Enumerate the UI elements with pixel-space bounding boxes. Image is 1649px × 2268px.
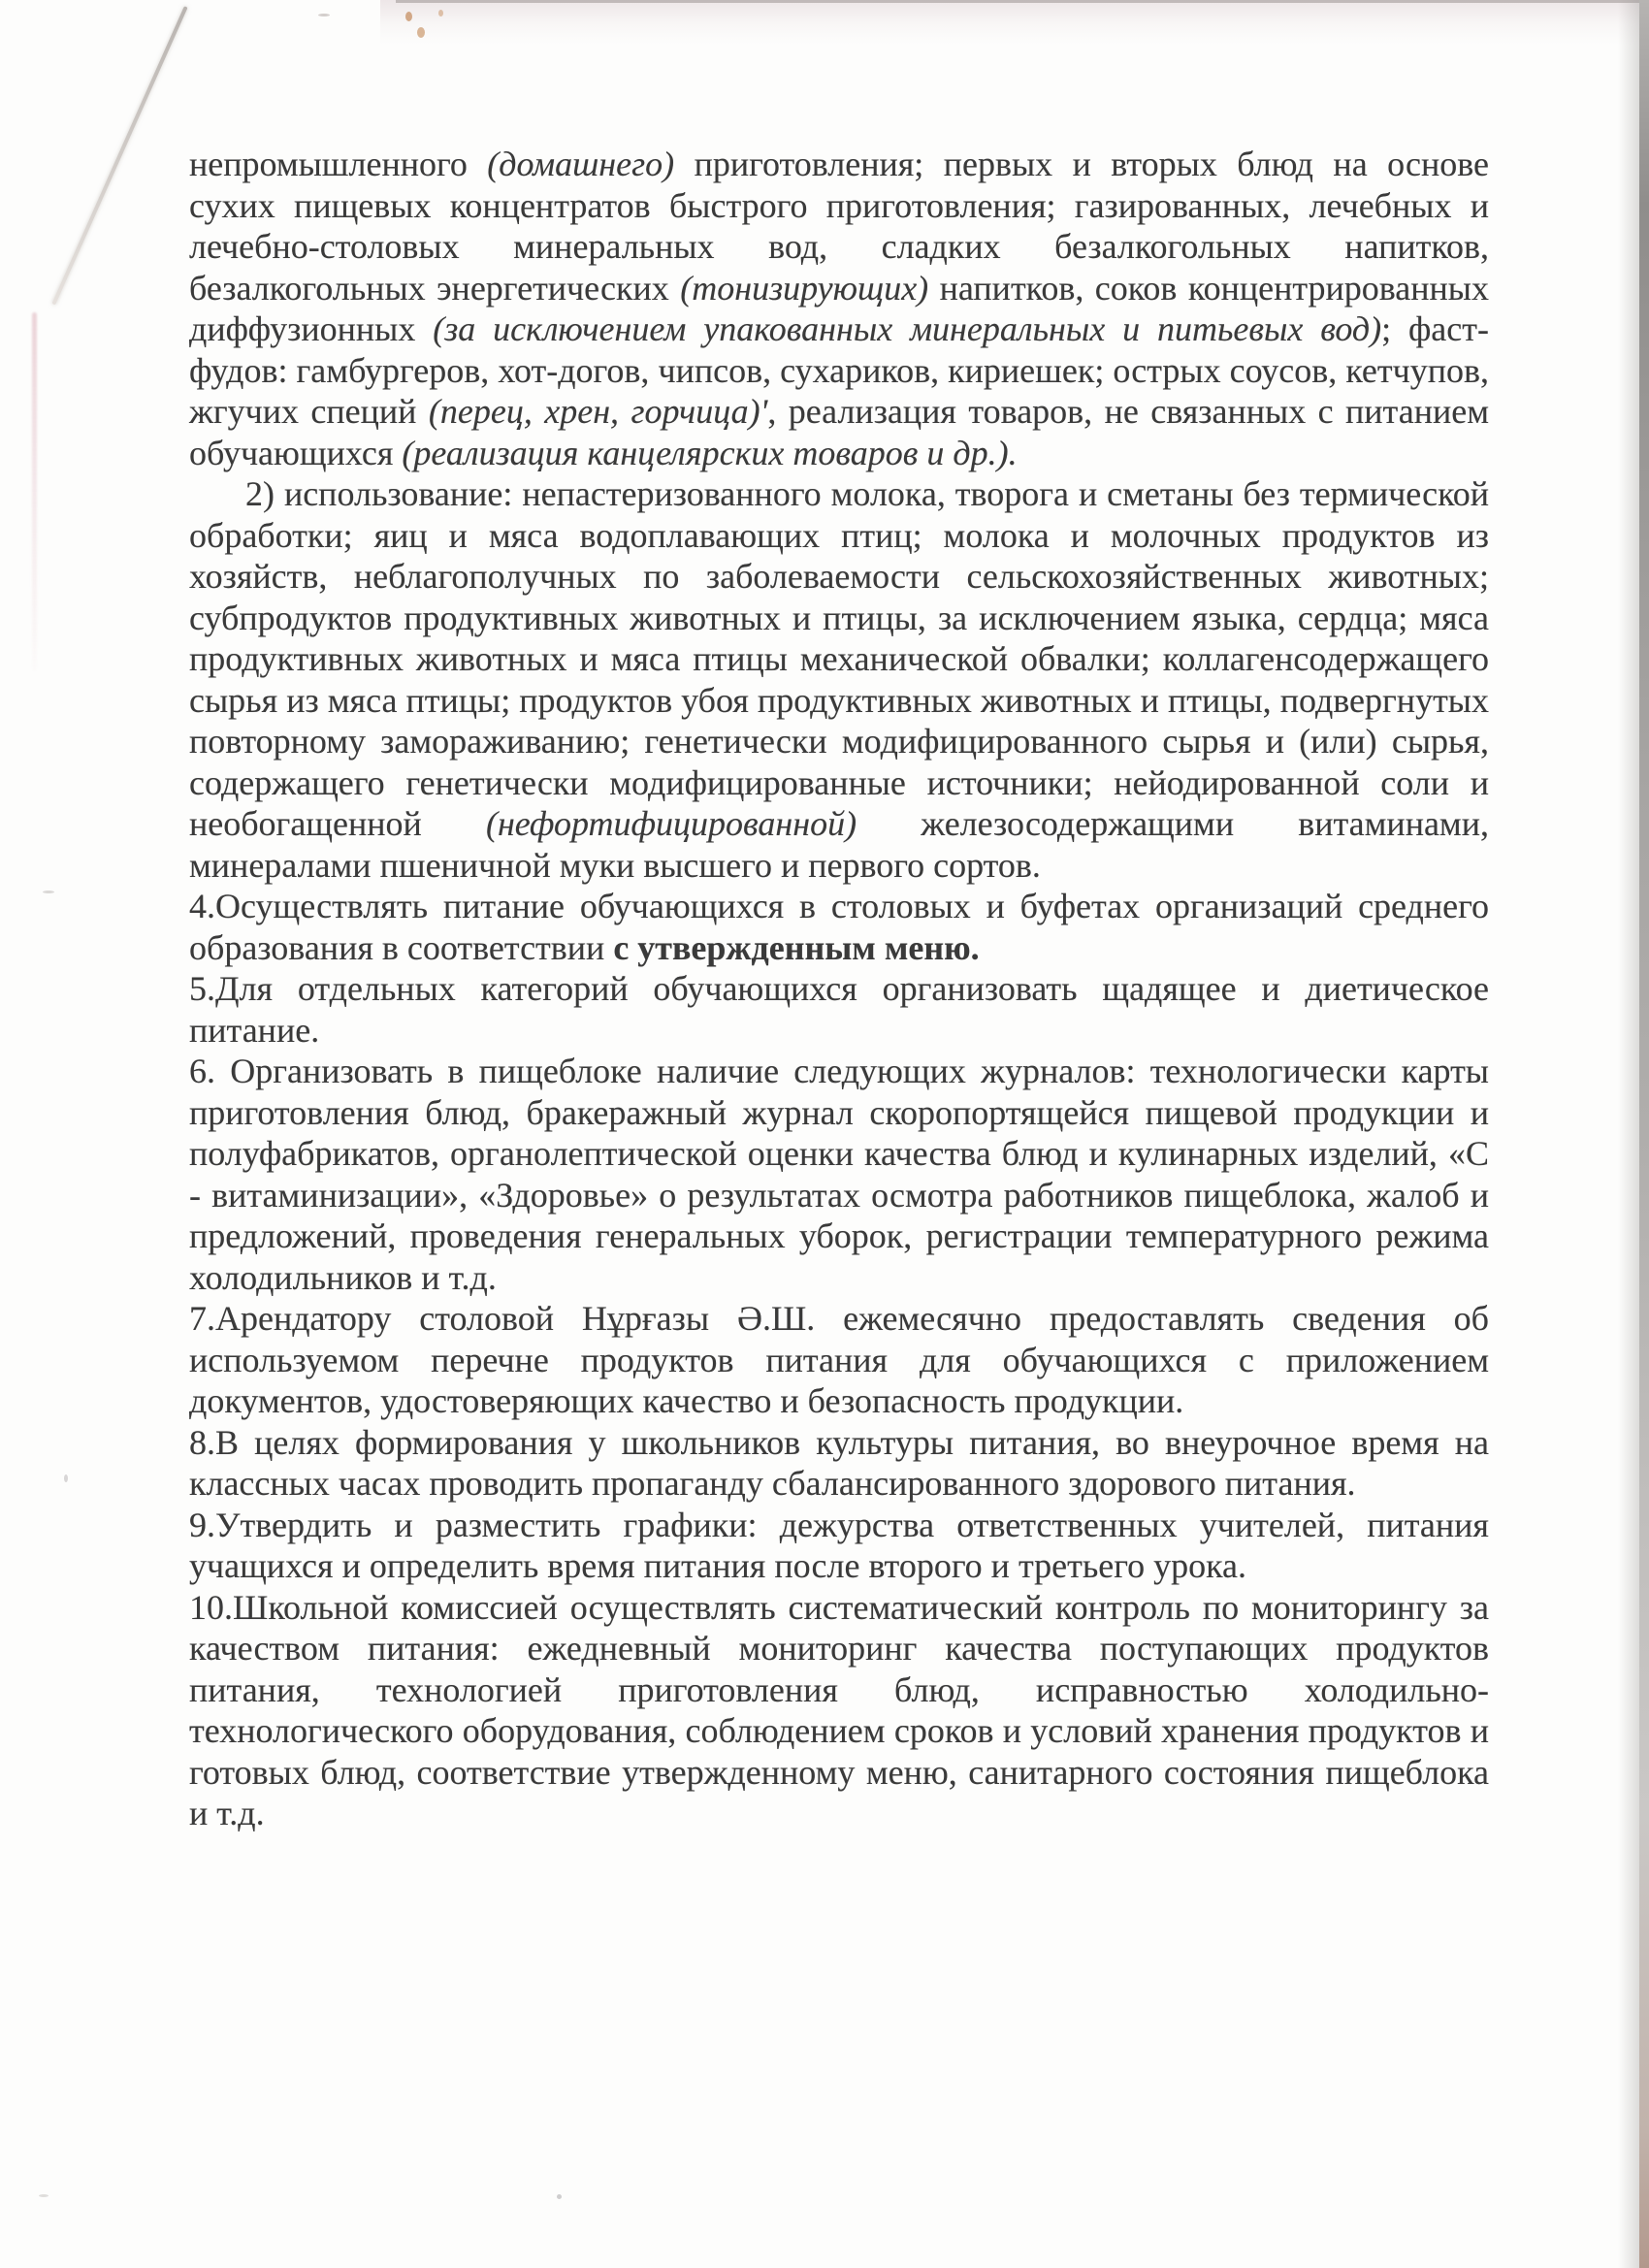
text-segment: 5.Для отдельных категорий обучающихся организовать щадящее и диетическое питание. — [189, 969, 1489, 1050]
item-8-nutrition-culture — [189, 1422, 1489, 1505]
item-9-schedules — [189, 1505, 1489, 1587]
text-segment: (нефортифицированной) — [485, 804, 857, 843]
text-segment: (реализация канцелярских товаров и др.). — [402, 433, 1018, 472]
document-text — [189, 144, 1489, 1834]
text-segment: 10.Школьной комиссией осуществлять систематический контроль по мониторингу за качеством питания: ежедневный мониторинг качества поступающих продуктов питания, технологией приготовления блюд, исправностью холодильно-технологического оборудования, соблюдением сроков и условий хранения продуктов и готовых блюд, соответствие утвержденному меню, санитарного состояния пищеблока и т.д. — [189, 1587, 1489, 1832]
text-segment: ; фаст-фудов: гамбургеров, хот-догов, чипсов, сухариков, кириешек; острых соусов, кетчупов, жгучих специй — [189, 309, 1489, 431]
text-segment: 7.Арендатору столовой Нұрғазы Ә.Ш. ежемесячно предоставлять сведения об используемом перечне продуктов питания для обучающихся с приложением документов, удостоверяющих качество и безопасность продукции. — [189, 1299, 1489, 1420]
scan-speck — [39, 2194, 48, 2197]
scan-speck — [405, 12, 412, 21]
scan-speck — [417, 27, 425, 38]
scan-speck — [318, 14, 330, 16]
text-segment: железосодержащими витаминами, минералами пшеничной муки высшего и первого сортов. — [189, 804, 1489, 885]
text-segment: (за исключением упакованных минеральных и питьевых вод) — [433, 309, 1382, 348]
scan-speck — [438, 10, 443, 16]
scan-right-edge-shadow — [1639, 0, 1649, 2268]
scan-right-edge-soft-shadow — [1618, 0, 1639, 2268]
text-segment: (тонизирующих) — [680, 268, 929, 308]
scan-crease-vertical — [32, 312, 37, 671]
text-segment: (перец, хрен, горчица)' — [428, 392, 768, 431]
text-segment: напитков, соков концентрированных диффузионных — [189, 268, 1489, 348]
text-segment: непромышленного — [189, 145, 488, 183]
scan-crease-diagonal — [51, 6, 187, 306]
text-segment: с утвержденным меню. — [613, 927, 980, 967]
text-segment: 6. Организовать в пищеблоке наличие следующих журналов: технологически карты приготовления блюд, бракеражный журнал скоропортящейся пищевой продукции и полуфабрикатов, органолептической оценки качества блюд и кулинарных изделий, «С - витаминизации», «Здоровье» о результатах осмотра работников пищеблока, жалоб и предложений, проведения генеральных уборок, регистрации температурного режима холодильников и т.д. — [189, 1052, 1489, 1297]
scan-speck — [557, 2194, 562, 2199]
scan-speck — [43, 891, 54, 893]
scan-top-smudge — [380, 0, 1649, 45]
item-6-kitchen-journals — [189, 1051, 1489, 1298]
scan-speck — [64, 1474, 68, 1482]
item-5-dietary-meals — [189, 968, 1489, 1051]
text-segment: (домашнего) — [487, 145, 675, 183]
item-10-school-commission-control — [189, 1587, 1489, 1834]
text-segment: 2) использование: непастеризованного молока, творога и сметаны без термической обработки; яиц и мяса водоплавающих птиц; молока и молочных продуктов из хозяйств, неблагополучных по заболеваемости сельскохозяйственных животных; субпродуктов продуктивных животных и птицы, за исключением языка, сердца; мяса продуктивных животных и мяса птицы механической обвалки; коллагенсодержащего сырья из мяса птицы; продуктов убоя продуктивных животных и птицы, подвергнутых повторному замораживанию; генетически модифицированного сырья и (или) сырья, содержащего генетически модифицированные источники; нейодированной соли и необогащенной — [189, 474, 1489, 843]
text-segment: 9.Утвердить и разместить графики: дежурства ответственных учителей, питания учащихся и определить время питания после второго и третьего урока. — [189, 1505, 1489, 1585]
item-4-meals-per-approved-menu — [189, 886, 1489, 968]
scan-top-edge-line — [396, 0, 1649, 3]
text-segment: , реализация товаров, не связанных с питанием обучающихся — [189, 392, 1490, 472]
text-segment: 4.Осуществлять питание обучающихся в столовых и буфетах организаций среднего образования в соответствии — [189, 887, 1489, 967]
text-segment: приготовления; первых и вторых блюд на основе сухих пищевых концентратов быстрого приготовления; газированных, лечебных и лечебно-столовых минеральных вод, сладких безалкогольных напитков, безалкогольных энергетических — [189, 145, 1489, 308]
item-2-usage-ban — [189, 473, 1489, 886]
item-7-canteen-tenant-reports — [189, 1298, 1489, 1422]
para-prohibited-products-continuation — [189, 144, 1489, 473]
text-segment: 8.В целях формирования у школьников культуры питания, во внеурочное время на классных часах проводить пропаганду сбалансированного здорового питания. — [189, 1422, 1489, 1503]
